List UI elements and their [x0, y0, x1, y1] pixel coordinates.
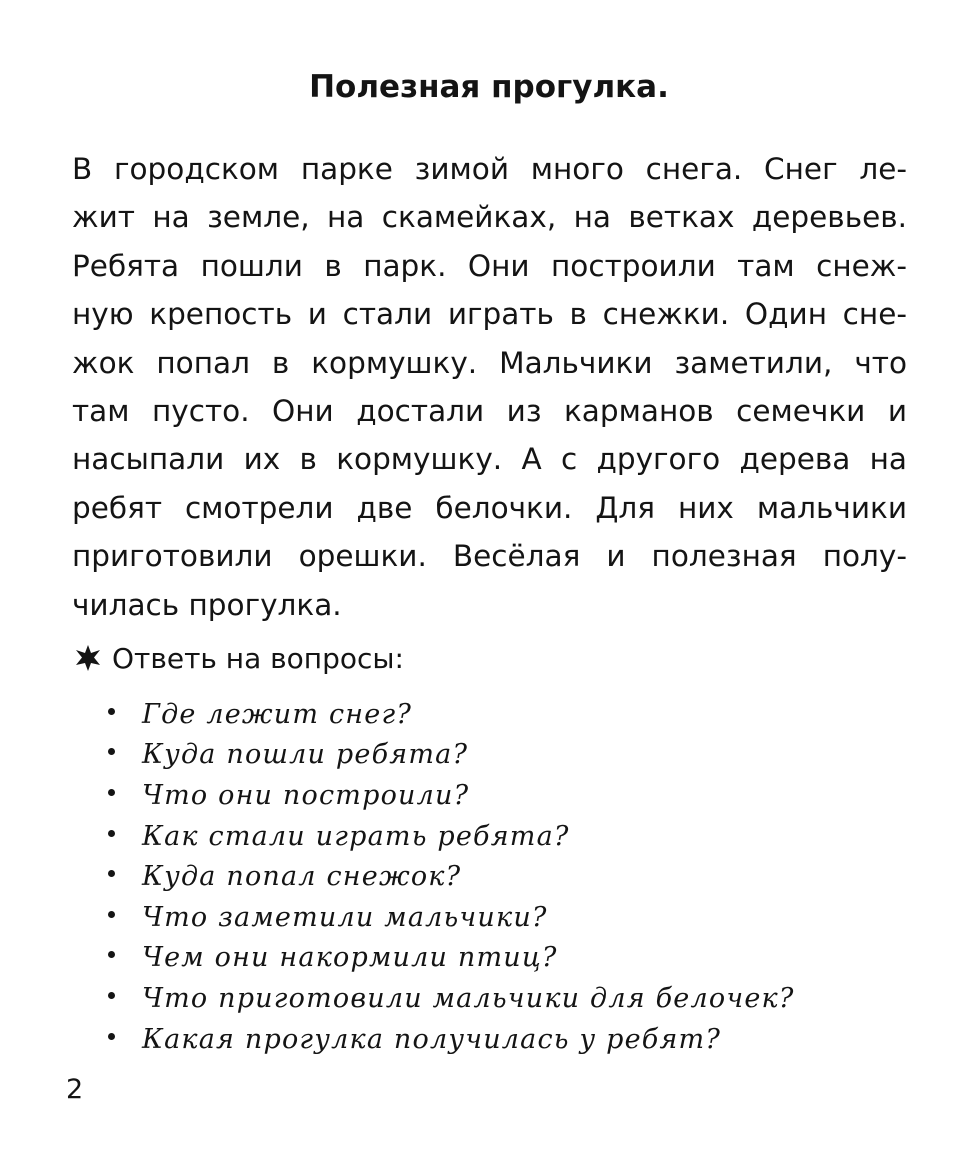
question-text: Чем они накормили птиц? [142, 942, 558, 974]
question-text: Какая прогулка получилась у ребят? [142, 1023, 722, 1055]
story-line: жит на земле, на скамейках, на ветках деревьев. [72, 200, 907, 235]
question-text: Где лежит снег? [142, 698, 412, 730]
bullet-icon [108, 789, 115, 796]
star-icon [74, 644, 102, 672]
question-text: Как стали играть ребята? [142, 820, 570, 852]
bullet-icon [108, 951, 115, 958]
question-text: Куда пошли ребята? [142, 739, 469, 771]
bullet-icon [108, 1033, 115, 1040]
list-item [108, 775, 795, 816]
page-number: 2 [66, 1074, 84, 1105]
bullet-icon [108, 992, 115, 999]
list-item [108, 978, 795, 1019]
list-item [108, 897, 795, 938]
list-item [108, 735, 795, 776]
bullet-icon [108, 708, 115, 715]
story-line: Ребята пошли в парк. Они построили там снеж- [72, 248, 907, 283]
question-text: Что приготовили мальчики для белочек? [142, 982, 795, 1014]
story-line: там пусто. Они достали из карманов семечки и [72, 394, 907, 429]
story-line: чилась прогулка. [72, 587, 342, 622]
bullet-icon [108, 830, 115, 837]
story-line: ную крепость и стали играть в снежки. Один сне- [72, 297, 907, 332]
list-item [108, 694, 795, 735]
story-line: насыпали их в кормушку. А с другого дерева на [72, 442, 907, 477]
list-item [108, 938, 795, 979]
question-text: Куда попал снежок? [142, 861, 462, 893]
list-item [108, 856, 795, 897]
list-item [108, 816, 795, 857]
question-text: Что они построили? [142, 779, 470, 811]
story-line: приготовили орешки. Весёлая и полезная полу- [72, 539, 907, 574]
story-line: В городском парке зимой много снега. Снег ле- [72, 152, 907, 186]
questions-prompt [74, 633, 404, 683]
bullet-icon [108, 870, 115, 877]
story-paragraph [72, 145, 907, 629]
question-text: Что заметили мальчики? [142, 901, 548, 933]
list-item [108, 1019, 795, 1060]
story-title: Полезная прогулка. [309, 69, 669, 105]
prompt-text: Ответь на вопросы: [112, 641, 404, 675]
story-line: ребят смотрели две белочки. Для них мальчики [72, 490, 907, 525]
bullet-icon [108, 911, 115, 918]
bullet-icon [108, 748, 115, 755]
story-line: жок попал в кормушку. Мальчики заметили, что [72, 345, 907, 380]
question-list [108, 694, 795, 1059]
